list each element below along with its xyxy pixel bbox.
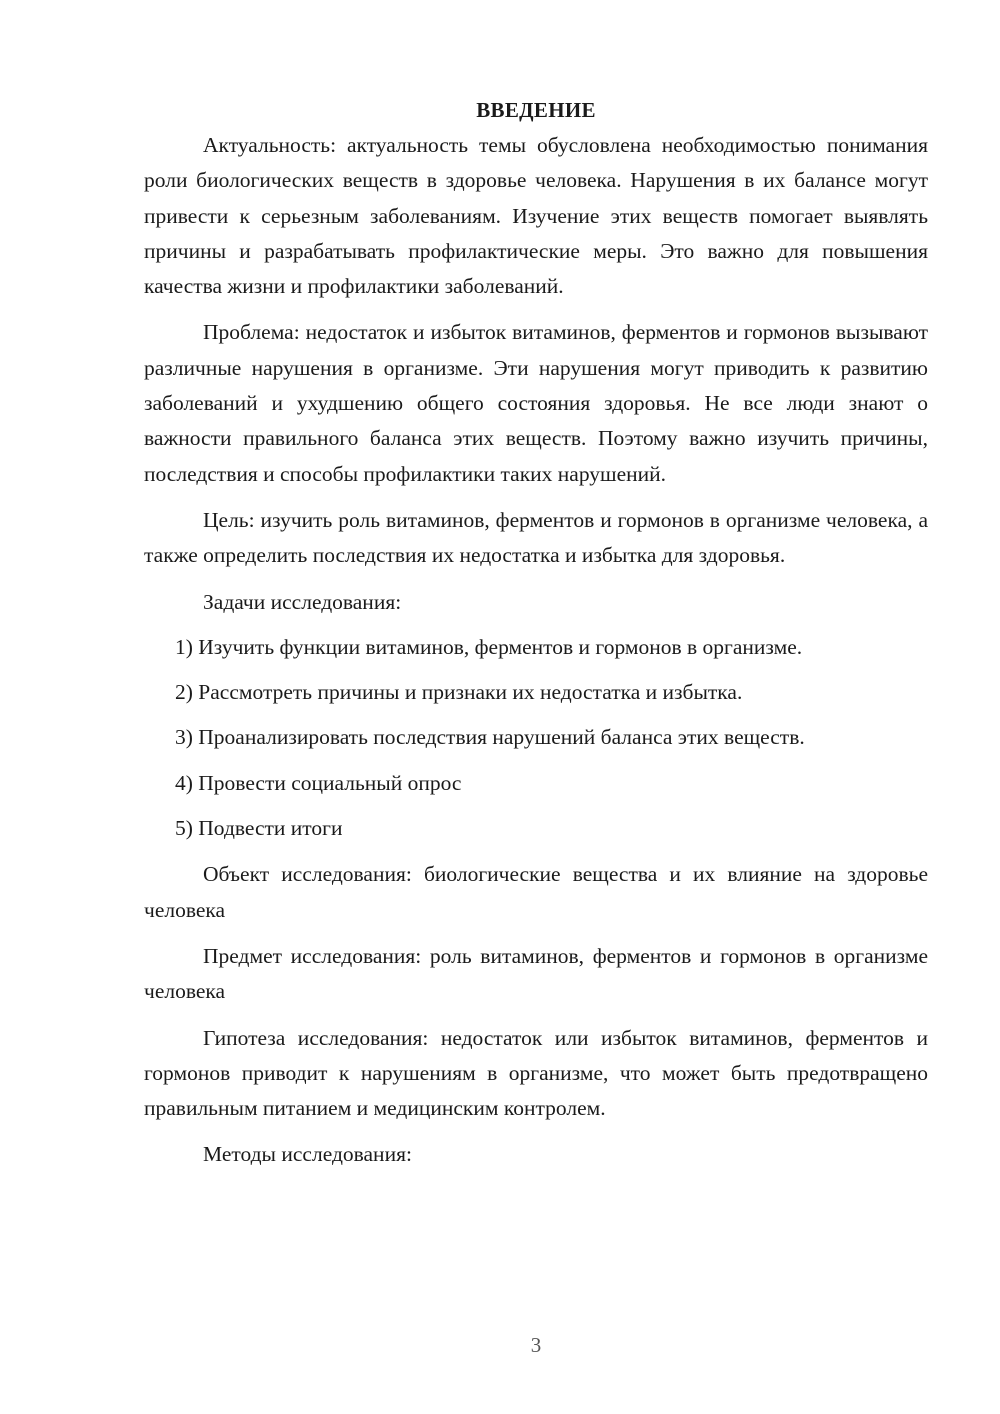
list-item: 5) Подвести итоги — [175, 816, 343, 841]
list-item: 3) Проанализировать последствия нарушений баланса этих веществ. — [175, 725, 805, 750]
problem-paragraph: Проблема: недостаток и избыток витаминов, ферментов и гормонов вызывают различные нарушения в организме. Эти нарушения могут приводить к развитию заболеваний и ухудшению общего состояния здоровья. Не все люди знают о важности правильного баланса этих веществ. Поэтому важно изучить причины, последствия и способы профилактики таких нарушений. — [144, 320, 928, 486]
subject-paragraph: Предмет исследования: роль витаминов, ферментов и гормонов в организме человека — [144, 943, 928, 1004]
tasks-list — [144, 630, 928, 846]
list-item: 1) Изучить функции витаминов, ферментов и гормонов в организме. — [175, 634, 803, 659]
page-number: 3 — [530, 1333, 542, 1357]
object-paragraph: Объект исследования: биологические вещества и их влияние на здоровье человека — [144, 862, 928, 922]
list-item: 4) Провести социальный опрос — [175, 770, 462, 795]
tasks-heading: Задачи исследования: — [203, 589, 402, 614]
list-item: 2) Рассмотреть причины и признаки их недостатка и избытка. — [175, 680, 743, 705]
document-page — [144, 92, 928, 1173]
relevance-paragraph: Актуальность: актуальность темы обусловлена необходимостью понимания роли биологических веществ в здоровье человека. Нарушения в их балансе могут привести к серьезным заболеваниям. Изучение этих веществ помогает выявлять причины и разрабатывать профилактические меры. Это важно для повышения качества жизни и профилактики заболеваний. — [144, 133, 928, 299]
hypothesis-paragraph: Гипотеза исследования: недостаток или избыток витаминов, ферментов и гормонов приводит к нарушениям в организме, что может быть предотвращено правильным питанием и медицинским контролем. — [144, 1025, 928, 1121]
page-title: ВВЕДЕНИЕ — [476, 98, 596, 122]
methods-heading: Методы исследования: — [203, 1142, 412, 1167]
goal-paragraph: Цель: изучить роль витаминов, ферментов и гормонов в организме человека, а также определить последствия их недостатка и избытка для здоровья. — [144, 507, 928, 568]
